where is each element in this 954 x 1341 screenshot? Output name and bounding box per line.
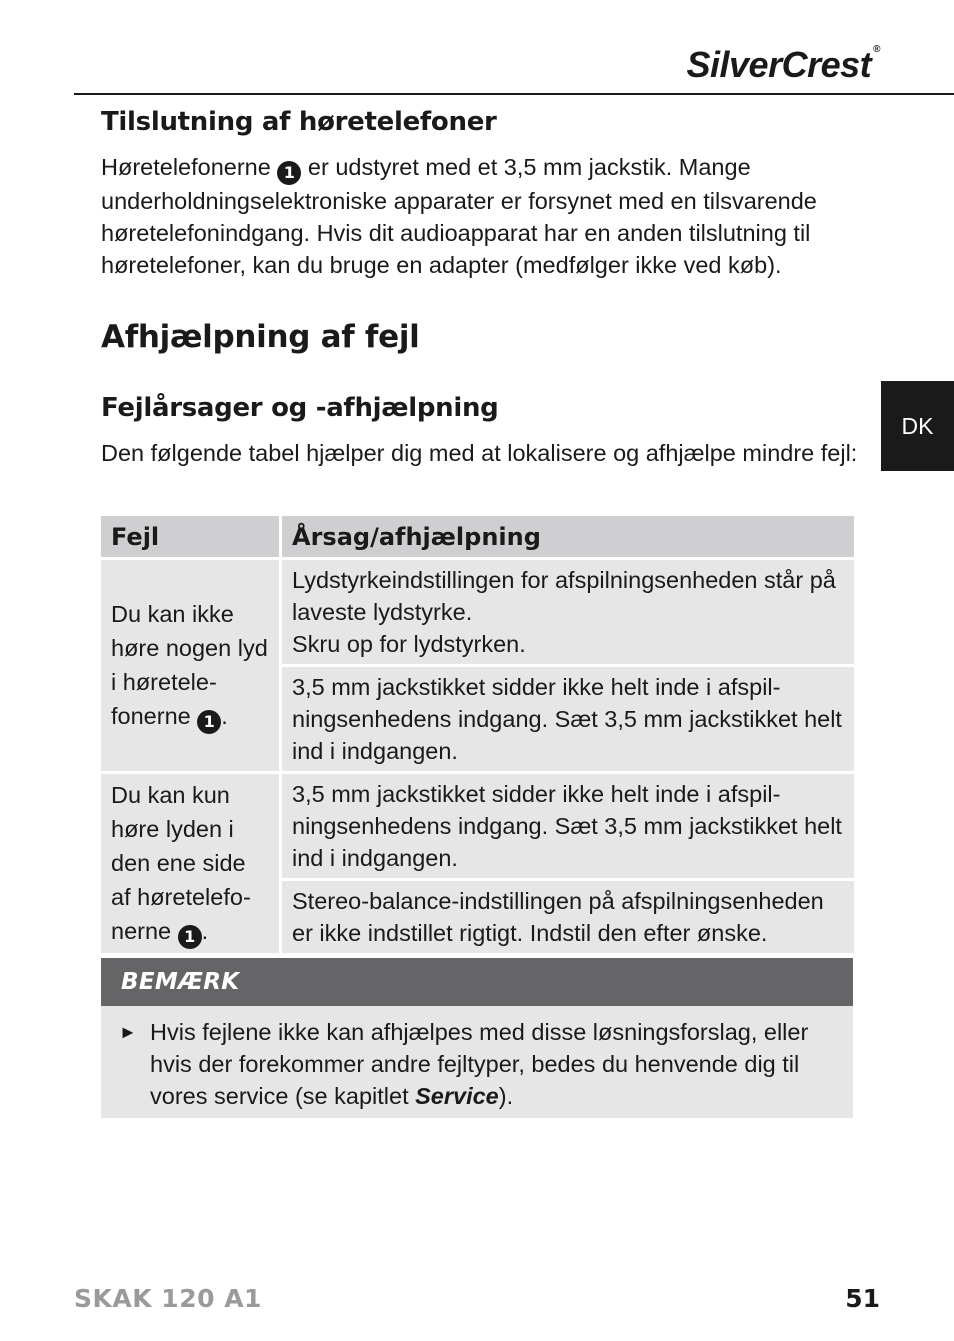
cause-cell: Stereo-balance-indstillingen på afspilningsenheden er ikke indstillet rigtigt. Indstil den efter ønske. <box>282 881 854 953</box>
table-row <box>101 774 854 881</box>
note-body <box>101 1006 853 1118</box>
brand-logo: SilverCrest ® <box>686 44 880 85</box>
ref-number-badge: 1 <box>197 710 221 734</box>
ref-number-badge: 1 <box>277 161 301 185</box>
cause-cell: 3,5 mm jackstikket sidder ikke helt inde i afspilningsenhedens indgang. Sæt 3,5 mm jackstikket helt ind i indgangen. <box>282 667 854 774</box>
fault-table <box>101 516 854 953</box>
table-header-row <box>101 516 854 560</box>
bullet-arrow-icon: ► <box>119 1022 137 1042</box>
fault-cell: Du kan ikke høre nogen lyd i høretelefonerne 1 . <box>101 560 282 774</box>
language-tab: DK <box>881 381 954 471</box>
connect-paragraph: Høretelefonerne 1 er udstyret med et 3,5 mm jackstik. Mange underholdningselektroniske apparater er forsynet med en tilsvarende høretelefonindgang. Hvis dit audioapparat har en anden tilslutning til høretelefoner, kan du bruge en adapter (medfølger ikke ved køb). <box>101 154 817 278</box>
column-header-cause: Årsag/afhjælpning <box>282 516 854 560</box>
subsection-title: Fejlårsager og -afhjælpning <box>101 393 499 423</box>
section-title-connect: Tilslutning af høretelefoner <box>101 107 497 137</box>
section-title-troubleshoot: Afhjælpning af fejl <box>101 319 420 355</box>
troubleshoot-intro: Den følgende tabel hjælper dig med at lokalisere og afhjælpe mindre fejl: <box>101 440 858 466</box>
header-divider <box>74 93 954 95</box>
footer-model-number: SKAK 120 A1 <box>74 1284 262 1313</box>
ref-number-badge: 1 <box>178 925 202 949</box>
note-heading: BEMÆRK <box>101 958 853 1006</box>
cause-cell: Lydstyrkeindstillingen for afspilningsenheden står på laveste lydstyrke. Skru op for lydstyrken. <box>282 560 854 667</box>
note-text: Hvis fejlene ikke kan afhjælpes med disse løsningsforslag, eller hvis der forekommer andre fejltyper, bedes du henvende dig til vores service (se kapitlet Service). <box>150 1019 809 1109</box>
page-number: 51 <box>845 1284 880 1313</box>
table-row <box>101 560 854 667</box>
service-chapter-reference: Service <box>415 1083 499 1109</box>
cause-cell: 3,5 mm jackstikket sidder ikke helt inde i afspilningsenhedens indgang. Sæt 3,5 mm jackstikket helt ind i indgangen. <box>282 774 854 881</box>
column-header-fault: Fejl <box>101 516 282 560</box>
fault-cell: Du kan kun høre lyden i den ene side af høretelefonerne 1 . <box>101 774 282 953</box>
